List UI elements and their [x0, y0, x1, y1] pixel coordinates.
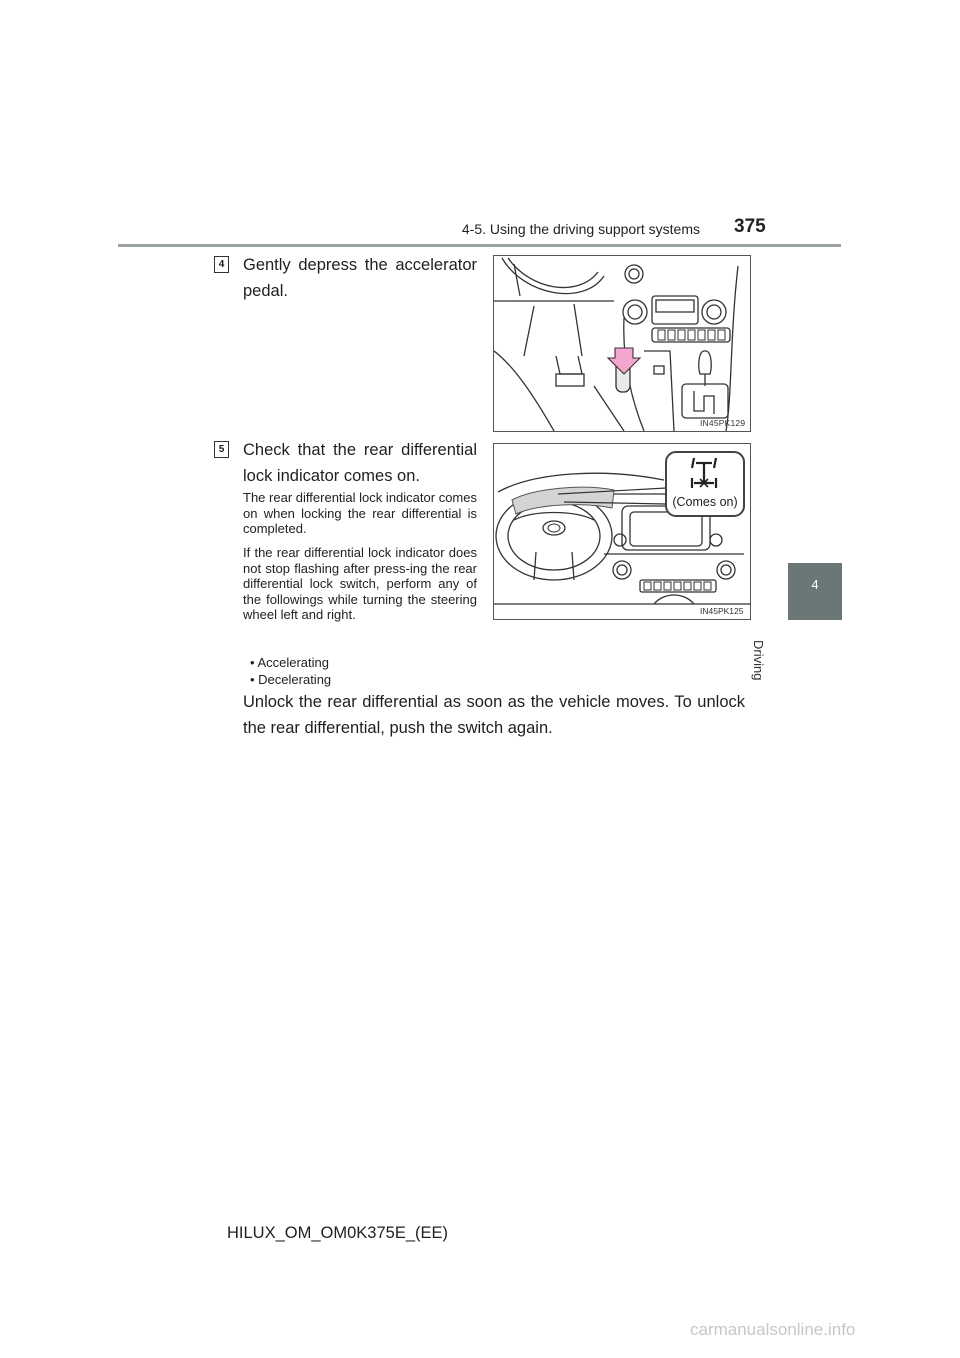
- figure-code-1: IN45PK129: [700, 418, 746, 428]
- unlock-paragraph: Unlock the rear differential as soon as the vehicle moves. To unlock the rear differential, push the switch again.: [243, 693, 745, 737]
- header-divider: [118, 244, 841, 247]
- figure-accelerator-pedal: [493, 255, 751, 432]
- chapter-number: 4: [811, 577, 819, 592]
- dashboard-illustration: [494, 444, 750, 619]
- chapter-label: Driving: [751, 640, 766, 681]
- bullet-item: • Accelerating: [250, 655, 329, 670]
- step-number-5: 5: [214, 441, 229, 458]
- note-2: If the rear differential lock indicator does not stop flashing after press-ing the rear differential lock switch, perform any of the followings while turning the steering wheel left and right.: [243, 545, 477, 622]
- step-number-4: 4: [214, 256, 229, 273]
- pedal-illustration: [494, 256, 750, 431]
- bullet-item: • Decelerating: [250, 672, 332, 687]
- note-1: The rear differential lock indicator comes on when locking the rear differential is completed.: [243, 490, 477, 536]
- callout-label: (Comes on): [672, 495, 738, 509]
- press-arrow-icon: [608, 348, 640, 374]
- section-title: 4-5. Using the driving support systems: [461, 221, 700, 237]
- watermark: carmanualsonline.info: [690, 1320, 856, 1339]
- figure-indicator: [493, 443, 751, 620]
- bullet-text: Decelerating: [258, 672, 332, 687]
- step-5-text: Check that the rear differential lock indicator comes on.: [243, 441, 477, 485]
- step-4-text: Gently depress the accelerator pedal.: [243, 256, 477, 300]
- bullet-text: Accelerating: [257, 655, 329, 670]
- figure-code-2: IN45PK125: [700, 606, 744, 616]
- document-code: HILUX_OM_OM0K375E_(EE): [227, 1224, 449, 1242]
- page-number: 375: [734, 216, 766, 237]
